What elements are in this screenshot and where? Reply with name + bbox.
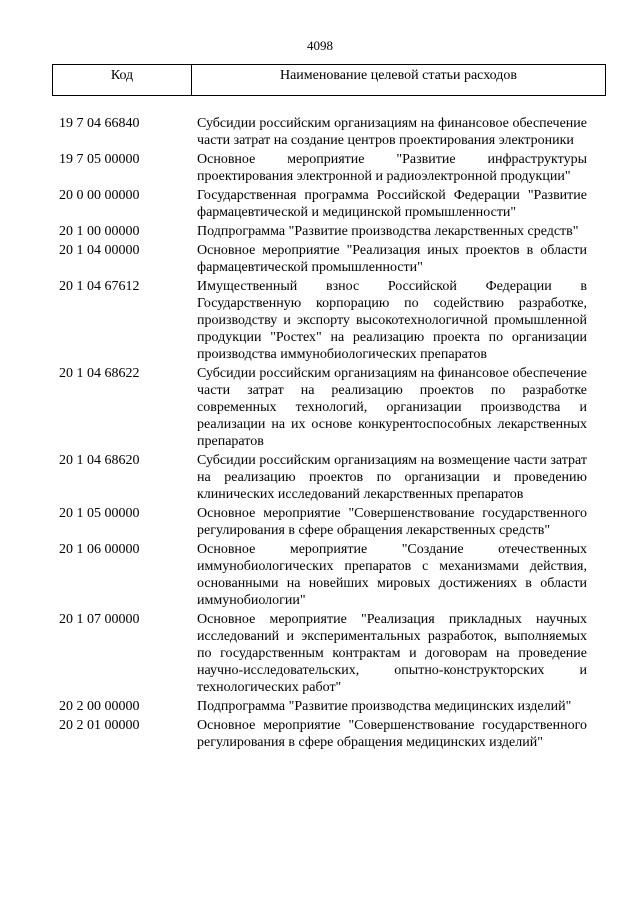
row-code: 20 2 01 00000 [59,718,140,733]
row-code: 20 0 00 00000 [59,188,140,203]
row-code: 20 1 07 00000 [59,612,140,627]
row-name: Основное мероприятие "Совершенствование государственного регулирования в сфере обращения медицинских изделий" [197,718,587,750]
row-name: Основное мероприятие "Развитие инфраструктуры проектирования электронной и радиоэлектронной продукции" [197,152,587,184]
row-code: 20 1 04 67612 [59,279,140,294]
table-row [59,242,587,276]
column-header-code: Код [110,68,134,83]
row-code: 20 1 05 00000 [59,506,140,521]
table-row [59,505,587,539]
table-row [59,187,587,221]
row-code: 20 1 04 68622 [59,366,140,381]
table-body [59,115,587,751]
row-name: Основное мероприятие "Создание отечественных иммунобиологических препаратов с механизмами действия, основанными на новейших мировых достижениях в области иммунобиологии" [197,542,587,608]
row-name: Субсидии российским организациям на финансовое обеспечение части затрат на реализацию проектов по разработке современных технологий, организации производства и реализации на их основе конкурентоспособных лекарственных препаратов [197,366,587,449]
column-header-name: Наименование целевой статьи расходов [279,68,518,83]
row-code: 20 1 00 00000 [59,224,140,239]
row-name: Подпрограмма "Развитие производства медицинских изделий" [197,699,572,714]
table-row [59,717,587,751]
row-name: Государственная программа Российской Федерации "Развитие фармацевтической и медицинской промышленности" [197,188,587,220]
table-row [59,452,587,503]
table-row [59,698,587,715]
row-name: Основное мероприятие "Реализация иных проектов в области фармацевтической промышленности" [197,243,587,275]
row-code: 20 1 06 00000 [59,542,140,557]
table-header [52,64,606,96]
row-code: 19 7 04 66840 [59,116,140,131]
row-name: Основное мероприятие "Реализация прикладных научных исследований и экспериментальных разработок, выполняемых по государственным контрактам и договорам на проведение научно-исследовательских, опытно-конструкторских и технологических работ" [197,612,587,695]
row-code: 20 1 04 00000 [59,243,140,258]
row-code: 20 1 04 68620 [59,453,140,468]
table-row [59,151,587,185]
table-row [59,278,587,363]
page-number: 4098 [307,38,333,53]
table-row [59,611,587,696]
row-name: Субсидии российским организациям на возмещение части затрат на реализацию проектов по организации и проведению клинических исследований лекарственных препаратов [197,453,587,502]
table-row [59,541,587,609]
row-name: Подпрограмма "Развитие производства лекарственных средств" [197,224,579,239]
table-row [59,365,587,450]
row-code: 19 7 05 00000 [59,152,140,167]
table-row [59,115,587,149]
row-name: Имущественный взнос Российской Федерации в Государственную корпорацию по содействию разработке, производству и экспорту высокотехнологичной промышленной продукции "Ростех" на реализацию проекта по организации производства иммунобиологических препаратов [197,279,587,362]
row-code: 20 2 00 00000 [59,699,140,714]
table-row [59,223,587,240]
row-name: Субсидии российским организациям на финансовое обеспечение части затрат на создание центров проектирования электроники [197,116,587,148]
row-name: Основное мероприятие "Совершенствование государственного регулирования в сфере обращения лекарственных средств" [197,506,587,538]
